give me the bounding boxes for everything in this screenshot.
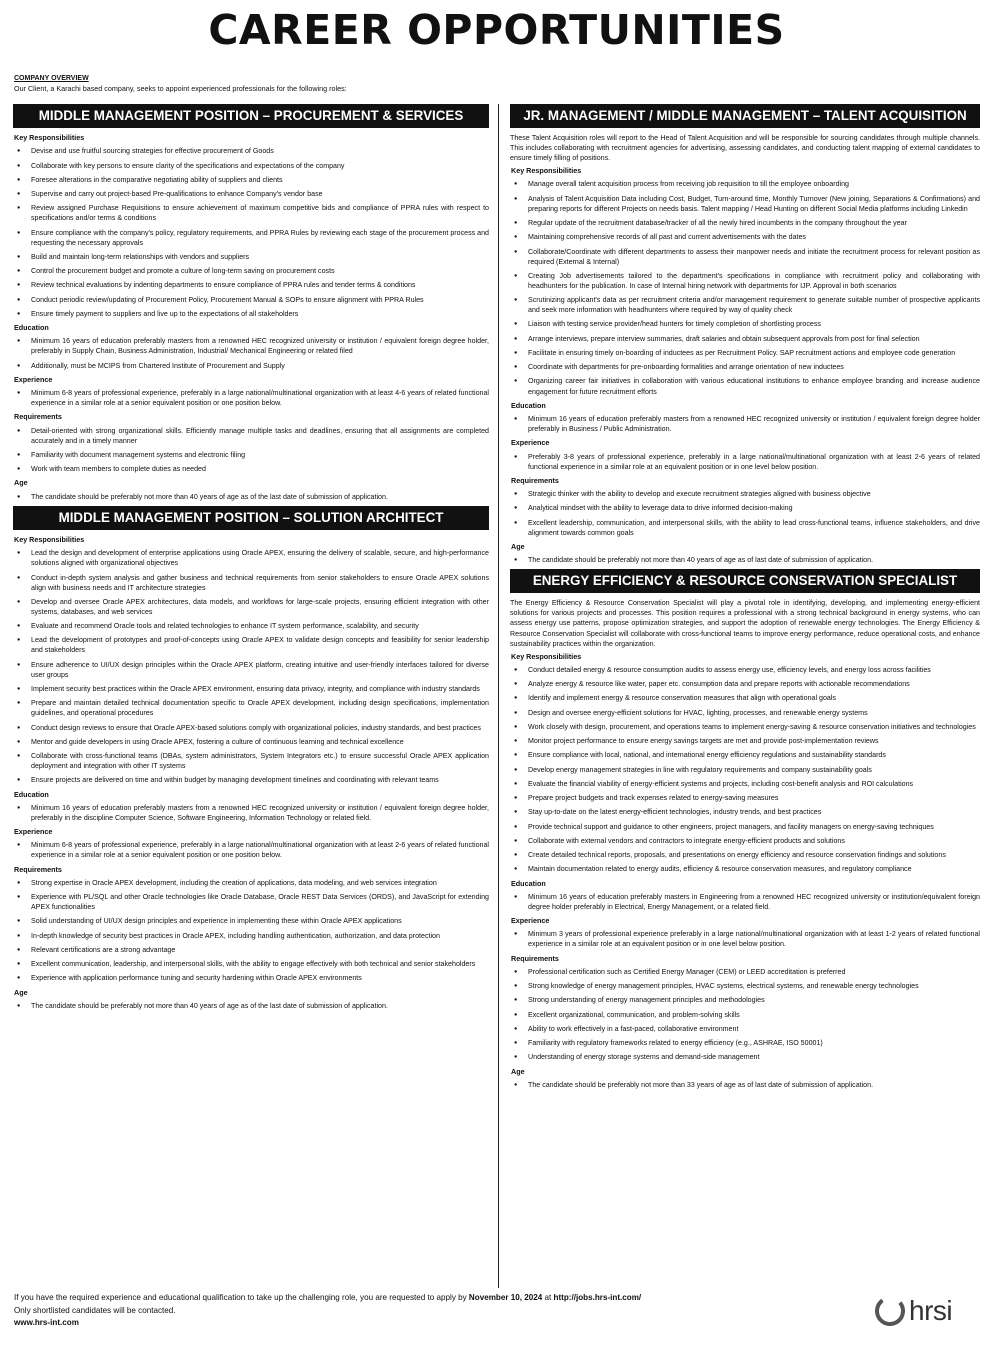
list-item: ● Detail-oriented with strong organizational skills. Efficiently manage multiple tasks and deadlines, ensuring that all assignments are completed accurately and in a timely manner (13, 426, 489, 446)
list-item: ● Conduct in-depth system analysis and gather business and technical requirements from senior stakeholders to ensure Oracle APEX solutions align with business needs and IT architecture strategies (13, 573, 489, 593)
list-item: ● Review assigned Purchase Requisitions to ensure achievement of maximum competitive bids and compliance of PPRA rules with respect to specifications and/or terms & conditions (13, 203, 489, 223)
list-item: ● Strong understanding of energy management principles and methodologies (510, 995, 980, 1005)
company-overview (14, 74, 979, 94)
job-section (13, 104, 489, 502)
list-item: ● Familiarity with regulatory frameworks related to energy efficiency (e.g., ASHRAE, ISO 50001) (510, 1038, 980, 1048)
list-item: ● Solid understanding of UI/UX design principles and experience in implementing these within Oracle APEX applications (13, 916, 489, 926)
apply-deadline: November 10, 2024 (468, 1293, 543, 1302)
bullet-list (510, 967, 980, 1063)
job-subsection (510, 916, 980, 949)
job-subsection (510, 166, 980, 396)
job-subsection (510, 954, 980, 1063)
list-item: ● Design and oversee energy-efficient solutions for HVAC, lighting, processes, and renewable energy systems (510, 708, 980, 718)
bullet-list (13, 146, 489, 319)
list-item: ● Ability to work effectively in a fast-paced, collaborative environment (510, 1024, 980, 1034)
list-item: ● Control the procurement budget and promote a culture of long-term saving on procurement costs (13, 266, 489, 276)
bullet-list (510, 179, 980, 396)
list-item: ● Evaluate the financial viability of energy-efficient systems and projects, including cost-benefit analysis and ROI calculations (510, 779, 980, 789)
list-item: ● Maintaining comprehensive records of all past and current advertisements with the dates (510, 232, 980, 242)
job-intro: The Energy Efficiency & Resource Conservation Specialist will play a pivotal role in identifying, developing, and implementing energy-efficient solutions for various projects and processes. This position requires a professional with a strong technical background in energy systems, who can assess energy use patterns, propose optimization strategies, and support the adoption of renewable energy technologies. The Energy Efficiency & Resource Conservation Specialist will collaborate with cross-functional teams to improve energy performance, reduce operational costs, and enhance sustainability practices within the organization. (510, 599, 980, 648)
list-item: ● Analyze energy & resource like water, paper etc. consumption data and prepare reports with actionable recommendations (510, 679, 980, 689)
job-subsection (13, 988, 489, 1011)
list-item: ● Facilitate in ensuring timely on-boarding of inductees as per Recruitment Policy. SAP recruitment actions and employee code generation (510, 348, 980, 358)
job-subsection (510, 476, 980, 538)
job-subsection (13, 535, 489, 785)
subsection-heading: Key Responsibilities (14, 534, 85, 544)
bullet-list (510, 1080, 980, 1090)
bullet-list (13, 1001, 489, 1011)
list-item: ● Minimum 6-8 years of professional experience, preferably in a large national/multinational organization with at least 4-6 years of related functional experience in a similar role at a senior equivalent position or one position below. (13, 388, 489, 408)
subsection-heading: Experience (511, 916, 550, 926)
list-item: ● Strong expertise in Oracle APEX development, including the creation of applications, data modeling, and web services integration (13, 878, 489, 888)
job-subsection (510, 438, 980, 471)
subsection-heading: Key Responsibilities (511, 166, 582, 176)
list-item: ● Liaison with testing service provider/head hunters for timely completion of shortlisting process (510, 319, 980, 329)
job-subsection (13, 790, 489, 823)
list-item: ● Mentor and guide developers in using Oracle APEX, fostering a culture of continuous learning and technical excellence (13, 737, 489, 747)
apply-text: If you have the required experience and educational qualification to take up the challenging role, you are requested to apply by (14, 1293, 469, 1302)
list-item: ● Lead the development of prototypes and proof-of-concepts using Oracle APEX to validate design concepts and feasibility for senior leadership and stakeholders (13, 635, 489, 655)
bullet-list (13, 426, 489, 475)
subsection-heading: Age (14, 987, 28, 997)
bullet-list (510, 665, 980, 875)
subsection-heading: Key Responsibilities (511, 651, 582, 661)
list-item: ● Work closely with design, procurement, and operations teams to implement energy-saving & resource conservation initiatives and technologies (510, 722, 980, 732)
subsection-heading: Education (14, 789, 49, 799)
list-item: ● Creating Job advertisements tailored to the department's specifications in compliance with recruitment policy and collaborating with headhunters for the publication. In case of Internal hiring network with departments for IJP. Approval in both scenarios (510, 271, 980, 291)
job-title-banner: MIDDLE MANAGEMENT POSITION – PROCUREMENT & SERVICES (13, 104, 489, 128)
list-item: ● Minimum 16 years of education preferably masters from a renowned HEC recognized university or institution / equivalent foreign degree holder, preferably in Supply Chain, Business Administration, Industrial/ Mechanical Engineering or related filed (13, 336, 489, 356)
hrsi-logo-ring-icon (873, 1294, 907, 1328)
job-subsection (13, 323, 489, 371)
bullet-list (510, 452, 980, 472)
subsection-heading: Experience (14, 374, 53, 384)
job-intro: These Talent Acquisition roles will report to the Head of Talent Acquisition and will be responsible for sourcing candidates through multiple channels. This includes collaborating with recruitment agencies for advertising, assessing candidates, and conducting talent mapping of external candidates to ensure timely filling of positions. (510, 134, 980, 163)
list-item: ● Develop and oversee Oracle APEX architectures, data models, and workflows for large-scale projects, ensuring efficient integration with other systems, databases, and web services (13, 597, 489, 617)
list-item: ● Provide technical support and guidance to other engineers, project managers, and facility managers on energy-saving techniques (510, 822, 980, 832)
job-subsection (510, 652, 980, 875)
apply-instructions (14, 1292, 864, 1305)
list-item: ● Familiarity with document management systems and electronic filing (13, 450, 489, 460)
subsection-heading: Age (14, 478, 28, 488)
list-item: ● The candidate should be preferably not more than 40 years of age as of the last date of submission of application. (13, 492, 489, 502)
company-overview-text: Our Client, a Karachi based company, seeks to appoint experienced professionals for the following roles: (14, 83, 347, 93)
list-item: ● Minimum 16 years of education preferably masters in Engineering from a renowned HEC recognized university or institution/equivalent foreign degree holder preferably in Electrical, Energy Management, or a related field. (510, 892, 980, 912)
apply-at: at (542, 1293, 554, 1302)
job-subsection (510, 879, 980, 912)
list-item: ● Prepare and maintain detailed technical documentation specific to Oracle APEX development, including design specifications, implementation guidelines, and operational procedures (13, 698, 489, 718)
list-item: ● Monitor project performance to ensure energy savings targets are met and provide post-implementation reviews (510, 736, 980, 746)
list-item: ● Ensure adherence to UI/UX design principles within the Oracle APEX platform, creating intuitive and user-friendly interfaces tailored for diverse user groups (13, 660, 489, 680)
job-subsection (13, 865, 489, 984)
subsection-heading: Age (511, 541, 525, 551)
list-item: ● Collaborate/Coordinate with different departments to assess their manpower needs and initiate the recruitment process for relevant position as required (External & Internal) (510, 247, 980, 267)
footer (14, 1292, 864, 1330)
subsection-heading: Requirements (511, 953, 559, 963)
job-section (510, 104, 980, 565)
bullet-list (510, 414, 980, 434)
list-item: ● Collaborate with cross-functional teams (DBAs, system administrators, System Integrators etc.) to ensure successful Oracle APEX application deployment and integration with other IT systems (13, 751, 489, 771)
list-item: ● Create detailed technical reports, proposals, and presentations on energy efficiency and resource conservation findings and solutions (510, 850, 980, 860)
subsection-heading: Key Responsibilities (14, 133, 85, 143)
list-item: ● Excellent leadership, communication, and interpersonal skills, with the ability to lead cross-functional teams, influence stakeholders, and drive alignment towards common goals (510, 518, 980, 538)
list-item: ● The candidate should be preferably not more than 40 years of age as of the last date of submission of application. (13, 1001, 489, 1011)
shortlist-note: Only shortlisted candidates will be contacted. (14, 1305, 176, 1315)
subsection-heading: Experience (14, 827, 53, 837)
list-item: ● Arrange interviews, prepare interview summaries, draft salaries and obtain subsequent approvals from post for final selection (510, 334, 980, 344)
job-subsection (13, 133, 489, 319)
list-item: ● Understanding of energy storage systems and demand-side management (510, 1052, 980, 1062)
job-subsection (13, 412, 489, 474)
list-item: ● Scrutinizing applicant's data as per recruitment criteria and/or management requirement to generate suitable number of prospective applicants and seek more information with headhunters where required by way of quality check (510, 295, 980, 315)
list-item: ● The candidate should be preferably not more than 33 years of age as of last date of submission of application. (510, 1080, 980, 1090)
bullet-list (510, 892, 980, 912)
list-item: ● Strong knowledge of energy management principles, HVAC systems, electrical systems, and renewable energy technologies (510, 981, 980, 991)
list-item: ● In-depth knowledge of security best practices in Oracle APEX, including handling authentication, authorization, and data protection (13, 931, 489, 941)
list-item: ● Lead the design and development of enterprise applications using Oracle APEX, ensuring the delivery of scalable, secure, and high-performance solutions aligned with organizational objectives (13, 548, 489, 568)
list-item: ● Collaborate with key persons to ensure clarity of the specifications and expectations of the company (13, 161, 489, 171)
list-item: ● Supervise and carry out project-based Pre-qualifications to enhance Company's vendor base (13, 189, 489, 199)
bullet-list (510, 489, 980, 538)
list-item: ● Collaborate with external vendors and contractors to integrate energy-efficient products and solutions (510, 836, 980, 846)
job-subsection (13, 375, 489, 408)
bullet-list (13, 840, 489, 860)
list-item: ● Manage overall talent acquisition process from receiving job requisition to till the employee onboarding (510, 179, 980, 189)
website-link[interactable]: www.hrs-int.com (14, 1318, 79, 1328)
list-item: ● Excellent organizational, communication, and problem-solving skills (510, 1010, 980, 1020)
list-item: ● Minimum 3 years of professional experience preferably in a large national/multinational organization with at least 1-2 years of related functional experience in a similar role at an equivalent position or in one level below position. (510, 929, 980, 949)
list-item: ● Analytical mindset with the ability to leverage data to drive informed decision-making (510, 503, 980, 513)
apply-link[interactable]: http://jobs.hrs-int.com/ (553, 1293, 642, 1302)
bullet-list (13, 336, 489, 370)
list-item: ● Work with team members to complete duties as needed (13, 464, 489, 474)
bullet-list (13, 548, 489, 785)
company-overview-heading: COMPANY OVERVIEW (14, 75, 89, 82)
subsection-heading: Requirements (14, 864, 62, 874)
subsection-heading: Experience (511, 438, 550, 448)
bullet-list (13, 492, 489, 502)
logo-text: hrsi (909, 1295, 953, 1326)
bullet-list (13, 803, 489, 823)
list-item: ● Stay up-to-date on the latest energy-efficient technologies, industry trends, and best practices (510, 807, 980, 817)
bullet-list (13, 878, 489, 984)
list-item: ● Additionally, must be MCIPS from Chartered Institute of Procurement and Supply (13, 361, 489, 371)
job-subsection (510, 401, 980, 434)
hrsi-logo (873, 1294, 983, 1328)
left-column (13, 104, 489, 1288)
subsection-heading: Requirements (511, 475, 559, 485)
list-item: ● Strategic thinker with the ability to develop and execute recruitment strategies aligned with business objective (510, 489, 980, 499)
list-item: ● Review technical evaluations by indenting departments to ensure compliance of PPRA rules and tender terms & conditions (13, 280, 489, 290)
subsection-heading: Age (511, 1066, 525, 1076)
job-title-banner: ENERGY EFFICIENCY & RESOURCE CONSERVATION SPECIALIST (510, 569, 980, 593)
bullet-list (510, 929, 980, 949)
list-item: ● Ensure timely payment to suppliers and live up to the expectations of all stakeholders (13, 309, 489, 319)
bullet-list (510, 555, 980, 565)
list-item: ● Build and maintain long-term relationships with vendors and suppliers (13, 252, 489, 262)
job-subsection (510, 542, 980, 565)
list-item: ● Preferably 3-8 years of professional experience, preferably in a large national/multinational organization with at least 2-6 years of related functional experience in a similar role at an equivalent position or in one level below position. (510, 452, 980, 472)
job-subsection (13, 478, 489, 501)
list-item: ● Foresee alterations in the comparative negotiating ability of suppliers and clients (13, 175, 489, 185)
list-item: ● Conduct detailed energy & resource consumption audits to assess energy use, efficiency levels, and energy loss across facilities (510, 665, 980, 675)
list-item: ● Professional certification such as Certified Energy Manager (CEM) or LEED accreditation is preferred (510, 967, 980, 977)
list-item: ● Ensure compliance with local, national, and international energy efficiency regulations and sustainability standards (510, 750, 980, 760)
list-item: ● Devise and use fruitful sourcing strategies for effective procurement of Goods (13, 146, 489, 156)
job-subsection (510, 1067, 980, 1090)
right-column (510, 104, 980, 1288)
list-item: ● Implement security best practices within the Oracle APEX environment, ensuring data privacy, integrity, and compliance with industry standards (13, 684, 489, 694)
subsection-heading: Education (511, 400, 546, 410)
list-item: ● The candidate should be preferably not more than 40 years of age as of last date of submission of application. (510, 555, 980, 565)
list-item: ● Conduct periodic review/updating of Procurement Policy, Procurement Manual & SOPs to ensure alignment with PPRA Rules (13, 295, 489, 305)
job-title-banner: MIDDLE MANAGEMENT POSITION – SOLUTION ARCHITECT (13, 506, 489, 530)
list-item: ● Analysis of Talent Acquisition Data including Cost, Budget, Turn-around time, Monthly Turnover (New joining, Separations & Confirmations) and preparing reports for different Projects on needs basis. Talent mapping / Head Hunting on different Social Media platforms including Linkedin (510, 194, 980, 214)
column-divider (498, 104, 499, 1288)
list-item: ● Experience with PL/SQL and other Oracle technologies like Oracle Database, Oracle REST Data Services (ORDS), and JavaScript for extending APEX functionalities (13, 892, 489, 912)
list-item: ● Minimum 16 years of education preferably masters from a renowned HEC recognized university or institution / equivalent foreign degree holder preferably in Business / Public Administration. (510, 414, 980, 434)
list-item: ● Experience with application performance tuning and security hardening within Oracle APEX environments (13, 973, 489, 983)
job-section (510, 569, 980, 1090)
list-item: ● Regular update of the recruitment database/tracker of all the newly hired incumbents in the company throughout the year (510, 218, 980, 228)
subsection-heading: Requirements (14, 412, 62, 422)
job-subsection (13, 827, 489, 860)
list-item: ● Excellent communication, leadership, and interpersonal skills, with the ability to engage effectively with both technical and senior stakeholders (13, 959, 489, 969)
list-item: ● Relevant certifications are a strong advantage (13, 945, 489, 955)
list-item: ● Identify and implement energy & resource conservation measures that align with operational goals (510, 693, 980, 703)
job-title-banner: JR. MANAGEMENT / MIDDLE MANAGEMENT – TALENT ACQUISITION (510, 104, 980, 128)
list-item: ● Minimum 6-8 years of professional experience, preferably in a large national/multinational organization with at least 2-6 years of related functional experience in a similar role at a senior equivalent position or one position below. (13, 840, 489, 860)
job-section (13, 506, 489, 1011)
list-item: ● Maintain documentation related to energy audits, efficiency & resource conservation measures, and regulatory compliance (510, 864, 980, 874)
list-item: ● Prepare project budgets and track expenses related to energy-saving measures (510, 793, 980, 803)
list-item: ● Conduct design reviews to ensure that Oracle APEX-based solutions comply with organizational policies, industry standards, and best practices (13, 723, 489, 733)
list-item: ● Evaluate and recommend Oracle tools and related technologies to enhance IT system performance, scalability, and security (13, 621, 489, 631)
list-item: ● Coordinate with departments for pre-onboarding formalities and arrange orientation of new inductees (510, 362, 980, 372)
bullet-list (13, 388, 489, 408)
list-item: ● Develop energy management strategies in line with regulatory requirements and company sustainability goals (510, 765, 980, 775)
subsection-heading: Education (511, 878, 546, 888)
list-item: ● Ensure compliance with the company's policy, regulatory requirements, and PPRA Rules by reviewing each stage of the procurement process and requesting the necessary approvals (13, 228, 489, 248)
page-title: CAREER OPPORTUNITIES (208, 6, 785, 54)
list-item: ● Organizing career fair initiatives in collaboration with various educational institutions to enhance employee branding and increase audience engagement for future recruitment efforts (510, 376, 980, 396)
list-item: ● Ensure projects are delivered on time and within budget by managing development timelines and coordinating with relevant teams (13, 775, 489, 785)
list-item: ● Minimum 16 years of education preferably masters from a renowned HEC recognized university or institution / equivalent foreign degree holder, preferably in the discipline Computer Science, Software Engineering, Information Technology or related field. (13, 803, 489, 823)
subsection-heading: Education (14, 323, 49, 333)
